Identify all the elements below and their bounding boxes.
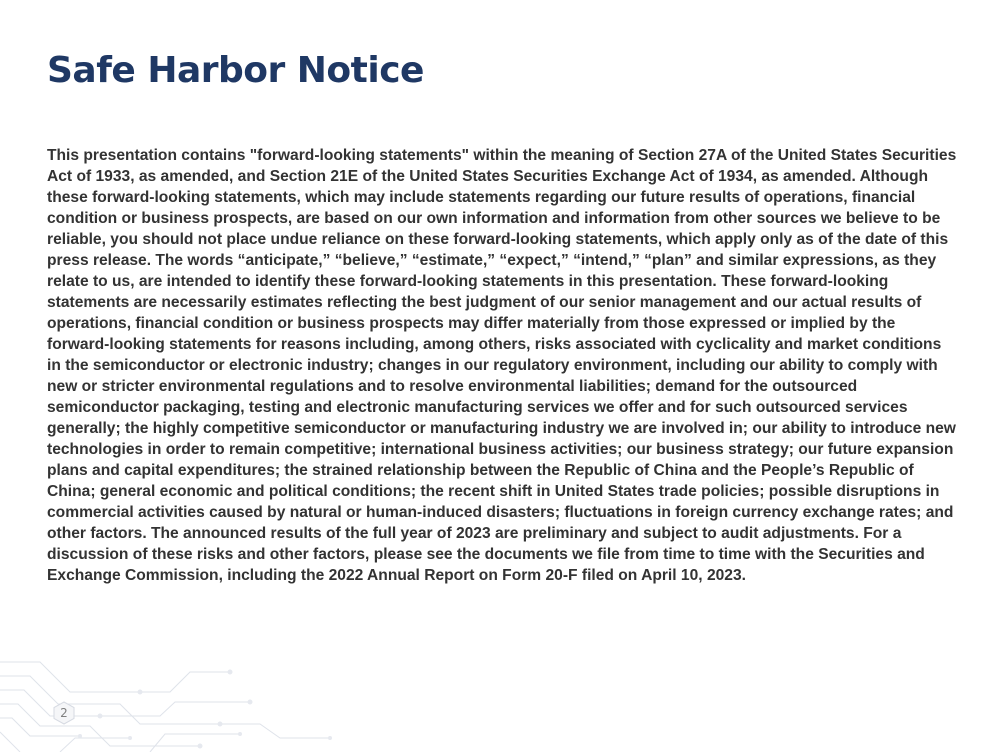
- circuit-pattern-icon: [0, 642, 340, 752]
- page-number: 2: [60, 706, 68, 720]
- slide-title: Safe Harbor Notice: [47, 50, 424, 91]
- safe-harbor-text: This presentation contains "forward-looking statements" within the meaning of Section 27A of the United States Securities Act of 1933, as amended, and Section 21E of the United States Securities Exchange Act of 1934, as amended. Although these forward-looking statements, which may include statements regarding our future results of operations, financial condition or business prospects, are based on our own information and information from other sources we believe to be reliable, you should not place undue reliance on these forward-looking statements, which apply only as of the date of this press release. The words “anticipate,” “believe,” “estimate,” “expect,” “intend,” “plan” and similar expressions, as they relate to us, are intended to identify these forward-looking statements in this presentation. These forward-looking statements are necessarily estimates reflecting the best judgment of our senior management and our actual results of operations, financial condition or business prospects may differ materially from those expressed or implied by the forward-looking statements for reasons including, among others, risks associated with cyclicality and market conditions in the semiconductor or electronic industry; changes in our regulatory environment, including our ability to comply with new or stricter environmental regulations and to resolve environmental liabilities; demand for the outsourced semiconductor packaging, testing and electronic manufacturing services we offer and for such outsourced services generally; the highly competitive semiconductor or manufacturing industry we are involved in; our ability to introduce new technologies in order to remain competitive; international business activities; our business strategy; our future expansion plans and capital expenditures; the strained relationship between the Republic of China and the People’s Republic of China; general economic and political conditions; the recent shift in United States trade policies; possible disruptions in commercial activities caused by natural or human-induced disasters; fluctuations in foreign currency exchange rates; and other factors. The announced results of the full year of 2023 are preliminary and subject to audit adjustments. For a discussion of these risks and other factors, please see the documents we file from time to time with the Securities and Exchange Commission, including the 2022 Annual Report on Form 20-F filed on April 10, 2023.: [47, 147, 957, 584]
